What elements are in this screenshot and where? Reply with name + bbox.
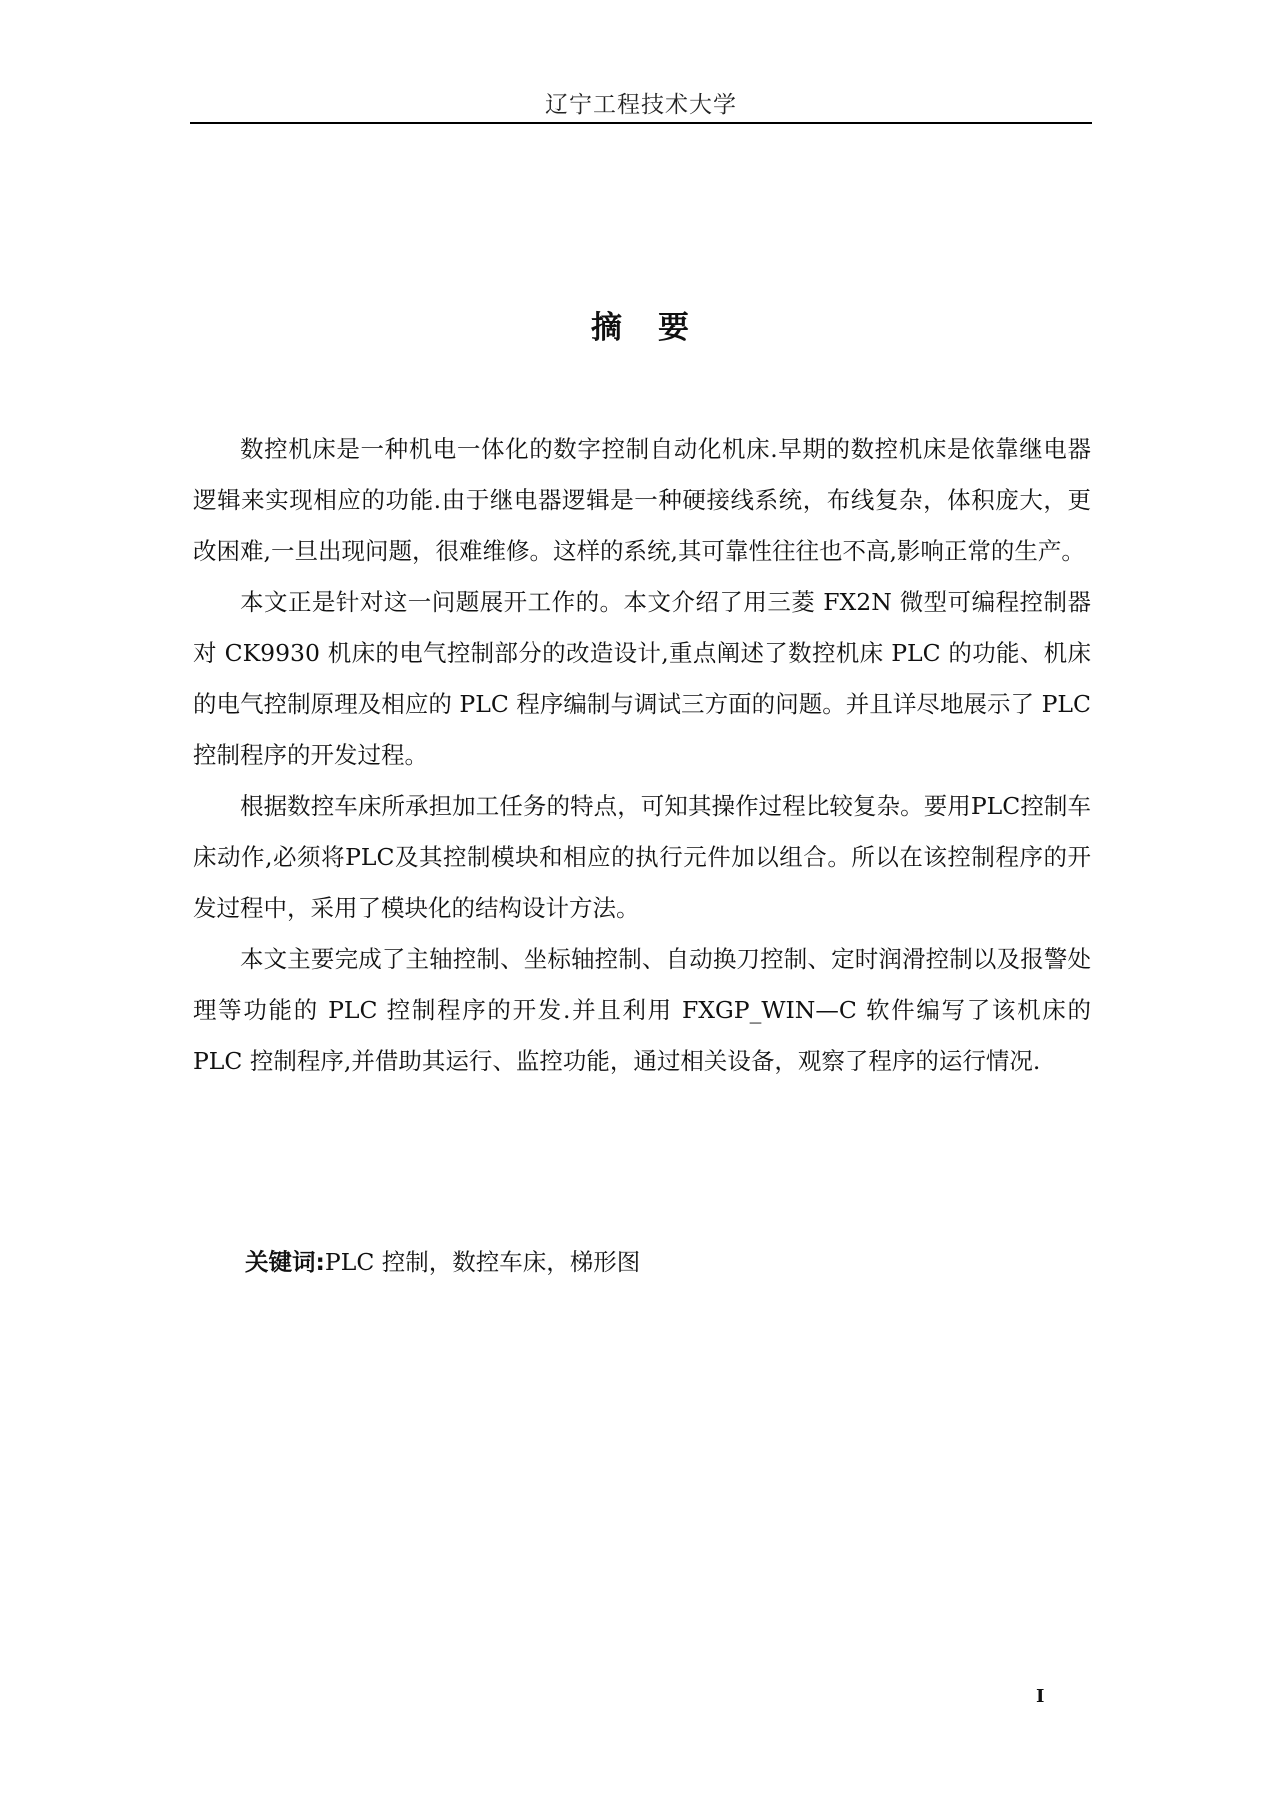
header-rule bbox=[190, 122, 1092, 124]
abstract-title bbox=[190, 302, 1092, 347]
abstract-paragraph: 数控机床是一种机电一体化的数字控制自动化机床.早期的数控机床是依靠继电器逻辑来实现相应的功能.由于继电器逻辑是一种硬接线系统，布线复杂，体积庞大，更改困难,一旦出现问题，很难维修。这样的系统,其可靠性往往也不高,影响正常的生产。 bbox=[193, 435, 1091, 565]
keywords-label: 关键词: bbox=[245, 1248, 325, 1276]
abstract-paragraph: 本文正是针对这一问题展开工作的。本文介绍了用三菱 FX2N 微型可编程控制器对 CK9930 机床的电气控制部分的改造设计,重点阐述了数控机床 PLC 的功能、机床的电气控制原理及相应的 PLC 程序编制与调试三方面的问题。并且详尽地展示了 PLC 控制程序的开发过程。 bbox=[193, 588, 1091, 769]
page-number: I bbox=[1036, 1686, 1045, 1707]
abstract-title-part1: 摘 bbox=[591, 310, 624, 346]
keywords-value: PLC 控制，数控车床，梯形图 bbox=[324, 1248, 641, 1276]
keywords-line bbox=[245, 1237, 640, 1288]
abstract-paragraph: 根据数控车床所承担加工任务的特点，可知其操作过程比较复杂。要用PLC控制车床动作,必须将PLC及其控制模块和相应的执行元件加以组合。所以在该控制程序的开发过程中，采用了模块化的结构设计方法。 bbox=[193, 792, 1091, 922]
abstract-body bbox=[193, 424, 1091, 1087]
abstract-paragraph: 本文主要完成了主轴控制、坐标轴控制、自动换刀控制、定时润滑控制以及报警处理等功能的 PLC 控制程序的开发.并且利用 FXGP_WIN—C 软件编写了该机床的 PLC 控制程序,并借助其运行、监控功能，通过相关设备，观察了程序的运行情况. bbox=[193, 945, 1091, 1075]
abstract-title-part2: 要 bbox=[658, 310, 691, 346]
running-header: 辽宁工程技术大学 bbox=[545, 92, 737, 118]
